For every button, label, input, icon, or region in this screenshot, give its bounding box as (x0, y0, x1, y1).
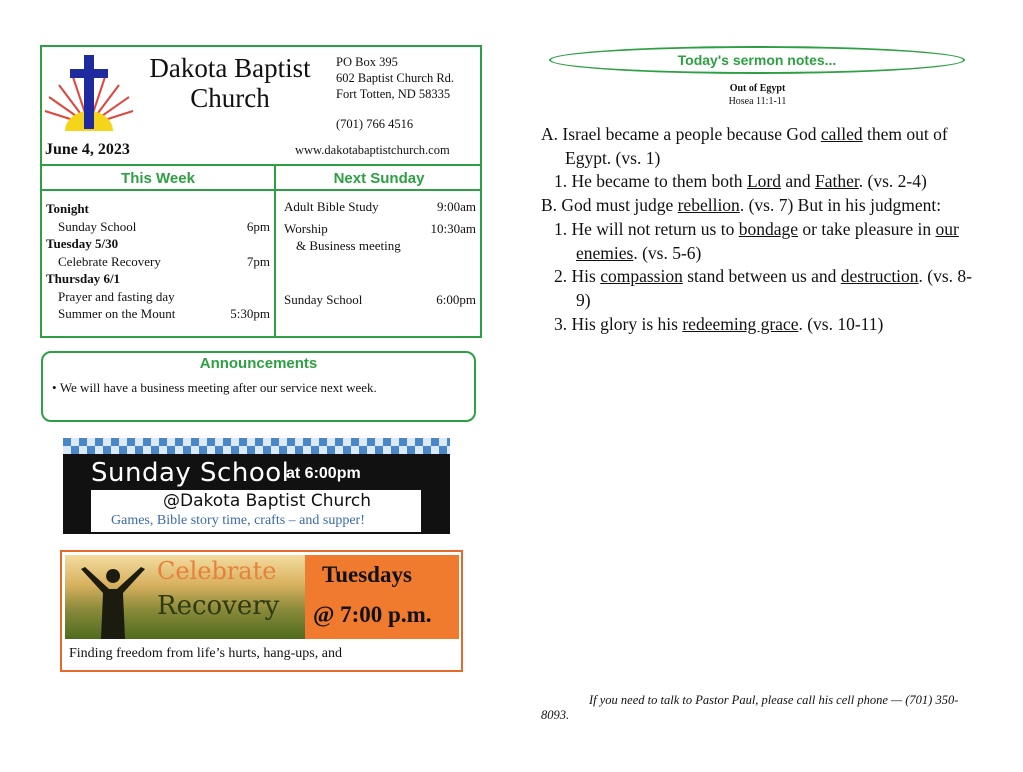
event-time: 6pm (246, 218, 270, 234)
church-website[interactable]: www.dakotabaptistchurch.com (295, 143, 450, 157)
day-label: Tonight (46, 201, 89, 216)
announcement-text: We will have a business meeting after our service next week. (59, 380, 377, 395)
event-name: & Business meeting (296, 238, 401, 253)
sermon-title: Out of Egypt (729, 83, 786, 94)
event-name: Adult Bible Study (284, 199, 379, 214)
day-label: Tuesday 5/30 (46, 236, 119, 251)
event-time: 7pm (246, 253, 270, 269)
banner-title: Sunday School (91, 458, 290, 488)
list-item (46, 218, 270, 236)
sermon-reference: Hosea 11:1-11 (728, 96, 787, 107)
event-name: Worship (284, 220, 328, 236)
divider (40, 164, 482, 166)
outline-point: A. Israel became a people because God called them out of Egypt. (vs. 1) (541, 124, 948, 168)
mailing-address (336, 54, 454, 102)
list-item (46, 305, 270, 323)
bulletin-date: June 4, 2023 (45, 141, 130, 158)
announcements-heading: Announcements (199, 355, 318, 372)
sunday-school-banner (63, 438, 450, 534)
list-item (46, 288, 270, 306)
event-name: Celebrate Recovery (58, 253, 161, 269)
event-name: Sunday School (284, 291, 363, 307)
this-week-list (46, 200, 270, 323)
event-time: 5:30pm (230, 306, 270, 321)
pastor-contact-note (541, 693, 971, 723)
pastor-contact-text: If you need to talk to Pastor Paul, please call his cell phone — (701) 350-8093. (541, 693, 959, 722)
outline-subpoint: 1. He became to them both Lord and Father. (vs. 2-4) (554, 171, 927, 192)
address-line: Fort Totten, ND 58335 (336, 87, 451, 101)
address-line: 602 Baptist Church Rd. (336, 71, 455, 85)
event-time: 10:30am (430, 220, 476, 236)
outline-subpoint: 1. He will not return us to bondage or take pleasure in our enemies. (vs. 5-6) (554, 218, 959, 263)
raised-arms-person-icon (73, 563, 153, 639)
divider (274, 164, 276, 338)
checker-border (63, 446, 450, 454)
banner-subtitle: Games, Bible story time, crafts – and supper! (111, 513, 365, 528)
cr-day: Tuesdays (322, 562, 412, 587)
bullet-icon: • (52, 380, 60, 395)
this-week-heading: This Week (121, 170, 195, 187)
outline-point: B. God must judge rebellion. (vs. 7) But in his judgment: (541, 195, 942, 216)
event-name: Sunday School (58, 218, 137, 234)
day-label: Thursday 6/1 (46, 271, 121, 286)
list-item (46, 253, 270, 271)
outline-subpoint: 2. His compassion stand between us and destruction. (vs. 8-9) (554, 266, 973, 310)
sermon-outline (541, 123, 981, 336)
cr-tagline: Finding freedom from life’s hurts, hang-ups, and (69, 646, 342, 661)
cr-time: @ 7:00 p.m. (313, 602, 432, 627)
cr-word-celebrate: Celebrate (157, 557, 277, 585)
address-line: PO Box 395 (336, 55, 398, 69)
celebrate-recovery-image (65, 555, 305, 639)
cross-logo-icon (43, 53, 135, 133)
sermon-heading: Today's sermon notes... (677, 52, 837, 68)
outline-subpoint: 3. His glory is his redeeming grace. (vs. 10-11) (554, 313, 884, 334)
event-time: 6:00pm (436, 291, 476, 307)
next-sunday-list (284, 198, 476, 308)
divider (40, 189, 482, 191)
church-name: Dakota Baptist Church (149, 53, 311, 113)
list-item (284, 291, 476, 309)
list-item (284, 220, 476, 238)
cr-word-recovery: Recovery (157, 591, 280, 621)
church-phone: (701) 766 4516 (336, 117, 414, 131)
event-name: Prayer and fasting day (58, 288, 175, 304)
banner-time: at 6:00pm (286, 465, 361, 482)
announcement-item (52, 380, 377, 396)
event-name: Summer on the Mount (58, 306, 176, 321)
list-item (284, 198, 476, 216)
next-sunday-heading: Next Sunday (333, 170, 425, 187)
event-time: 9:00am (437, 199, 476, 214)
banner-location: @Dakota Baptist Church (163, 491, 371, 511)
